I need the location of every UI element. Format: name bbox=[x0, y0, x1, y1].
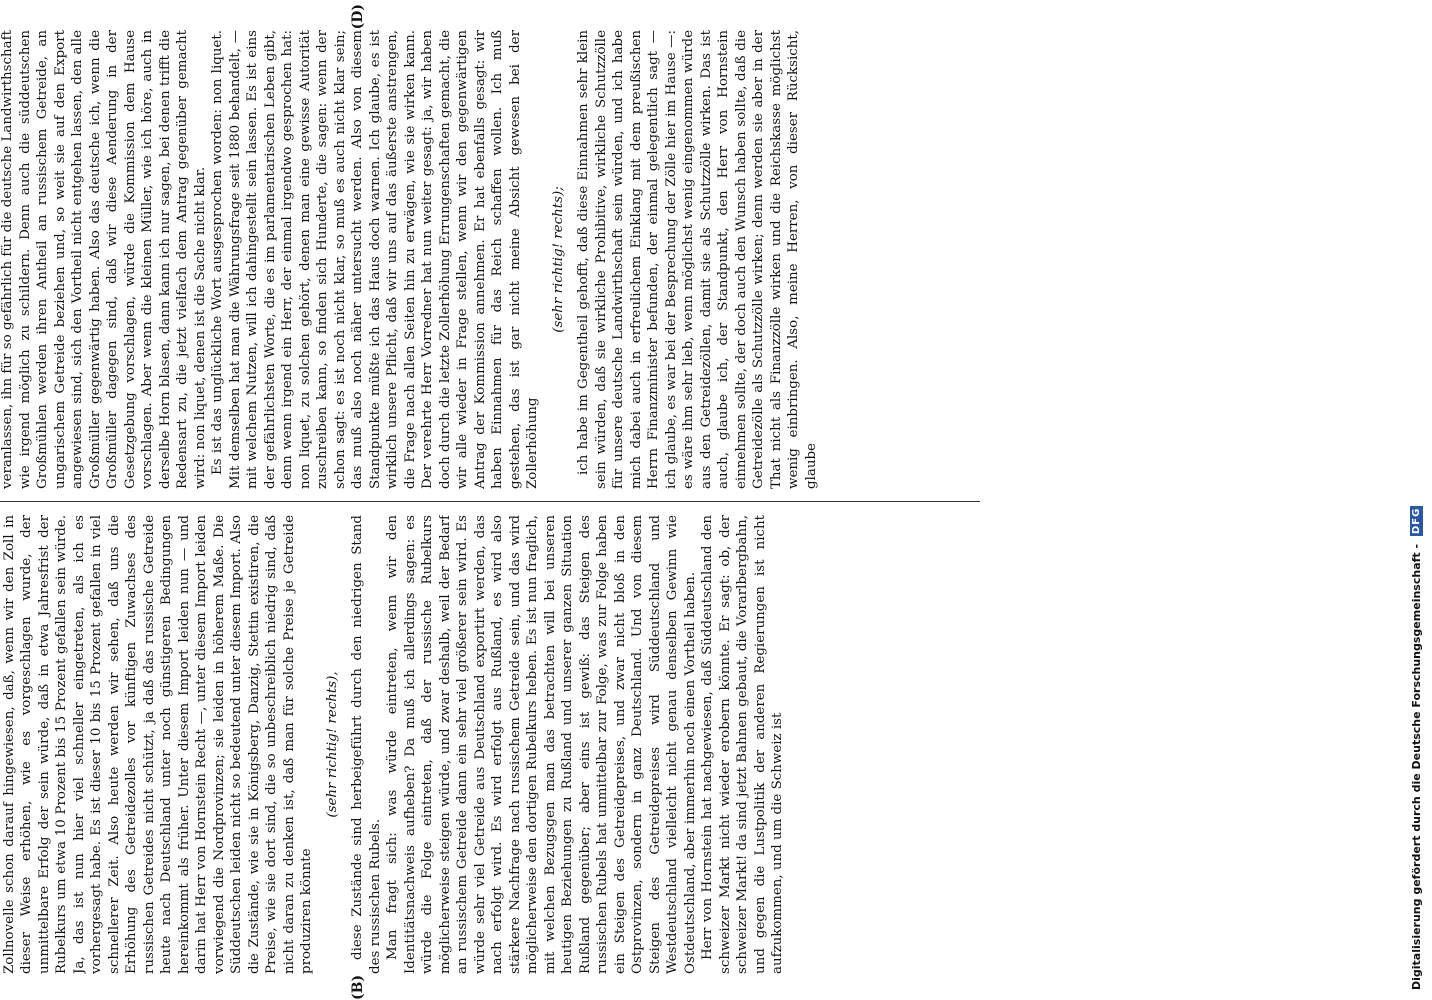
dfg-badge: DFG bbox=[1411, 507, 1422, 535]
paragraph: Herr von Hornstein hat nachgewiesen, daß Süddeutschland den schweizer Markt nicht wieder erobern könnte. Er sagt: ob, der schweizer Markt! da sind jetzt Bahnen gebaut, die Vorarlbergbahn, und gegen die Lustpolitik der anderen Regierungen ist nicht aufzukommen, und um die Schweiz ist bbox=[700, 515, 785, 974]
document-sheet bbox=[0, 2, 1000, 1000]
text-columns bbox=[0, 30, 1000, 974]
margin-marker-b: (B) bbox=[350, 974, 366, 1000]
paragraph: diese Zustände sind herbeigeführt durch den niedrigen Stand des russischen Rubels. bbox=[350, 515, 383, 974]
paragraph: ich habe im Gegentheil gehofft, daß diese Einnahmen sehr klein sein würden, daß sie wirkliche Prohibitive, wirkliche Schutzzölle für unsere deutsche Landwirthschaft sein würden, und ich habe mich dabei auch in erfreulichem Einklang mit dem preußischen Herrn Finanzminister befunden, der einmal gelegentlich sagt — ich glaube, es war bei der Besprechung der Zölle hier im Hause —: es wäre ihm sehr lieb, wenn möglichst wenig eingenommen würde aus den Getreidezöllen, damit sie als Schutzzölle wirken. Das ist auch, glaube ich, der Standpunkt, den Herr von Hornstein einnehmen sollte, der doch auch den Wunsch haben sollte, daß die Getreidezölle als Schutzzölle wirken; denn werden sie aber in der That nicht als Finanzzölle wirken und die Reichskasse möglichst wenig einbringen. Also, meine Herren, von dieser Rücksicht, glaube bbox=[576, 30, 819, 489]
left-column bbox=[0, 515, 1000, 974]
paragraph: Es ist das unglückliche Wort ausgesprochen worden: non liquet. Mit demselben hat man die Währungsfrage seit 1880 behandelt, — mit welchem Nutzen, will ich dahingestellt sein lassen. Es ist eins der gefährlichsten Worte, die es im parlamentarischen Leben gibt, denn wenn irgend ein Herr, der einmal irgendwo gesprochen hat: non liquet, zu solchen gehört, denen man eine gewisse Autorität zuschreiben kann, so finden sich Hunderte, die sagen: wenn der schon sagt: es ist noch nicht klar, so muß es auch nicht klar sein; das muß also noch näher untersucht werden. Also von diesem Standpunkte müßte ich das Haus doch warnen. Ich glaube, es ist wirklich unsere Pflicht, daß wir uns auf das äußerste anstrengen, die Frage nach allen Seiten hin zu erwägen, wie sie wirken kann. Der verehrte Herr Vorredner hat nun weiter gesagt: ja, wir haben doch durch die letzte Zollerhöhung Errungenschaften gemacht, die wir alle wieder in Frage stellen, wenn wir den gegenwärtigen Antrag der Kommission annehmen. Er hat ebenfalls gesagt: wir haben Einnahmen für das Reich schaffen wollen. Ich muß gestehen, das ist gar nicht meine Absicht gewesen bei der Zollerhöhung bbox=[210, 30, 540, 489]
credit-text: Digitalisierung gefördert durch die Deutsche Forschungsgemeinschaft - bbox=[1410, 543, 1423, 990]
paragraph: Man fragt sich: was würde eintreten, wenn wir den Identitätsnachweis aufheben? Da muß ich allerdings sagen: es würde die Folge eintreten, daß der russische Rubelkurs möglicherweise steigen würde, und zwar deshalb, weil der Bedarf an russischem Getreide dann ein sehr viel größerer sein wird. Es würde sehr viel Getreide aus Deutschland exportirt werden, das nach erfolgt wird. Es wird erfolgt aus Rußland, es wird also stärkere Nachfrage nach russischem Getreide sein, und das wird möglicherweise den dortigen Rubelkurs heben. Es ist nun fraglich, mit welchen Bezugsgen man das betrachten will bei unseren heutigen Beziehungen zu Rußland und unserer ganzen Situation Rußland gegenüber; aber eins ist gewiß: das Steigen des russischen Rubels hat unmittelbar zur Folge, was zur Folge haben ein Steigen des Getreidepreises, und zwar nicht bloß in den Ostprovinzen, sondern in ganz Deutschland. Und von diesem Steigen des Getreidepreises wird Süddeutschland und Westdeutschland vielleicht nicht genau denselben Gewinn wie Ostdeutschland, aber immerhin noch einen Vortheil haben. bbox=[385, 515, 698, 974]
interjection: (sehr richtig! rechts), bbox=[324, 671, 340, 818]
right-column bbox=[0, 30, 1000, 489]
margin-marker-d: (D) bbox=[350, 4, 366, 30]
paragraph: veranlassen, ihn für so gefährlich für die deutsche Landwirthschaft wie irgend möglich zu schildern. Denn auch die süddeutschen Großmühlen werden ihren Antheil an russischem Getreide, an ungarischem Getreide beziehen und, so weit sie auf den Export angewiesen sind, sich den Vortheil nicht entgehen lassen, den alle Großmüller gegenwärtig haben. Also das deutsche ich, wenn die Großmüller dagegen sind, daß wir diese Aenderung in der Gesetzgebung vorschlagen, würde die Kommission dem Hause vorschlagen. Aber wenn die kleinen Müller, wie ich höre, auch in derselbe Horn blasen, dann kann ich nur sagen, bei denen trifft die Redensart zu, die jetzt vielfach dem Antrag gegenüber gemacht wird: non liquet, denen ist die Sache nicht klar. bbox=[0, 30, 208, 489]
interjection: (sehr richtig! rechts); bbox=[550, 186, 566, 333]
paragraph: Zollnovelle schon darauf hingewiesen, daß, wenn wir den Zoll in dieser Weise erhöhen, wie es vorgeschlagen wurde, der unmittelbare Erfolg der sein würde, daß in etwa Jahresfrist der Rubelkurs um etwa 10 Prozent bis 15 Prozent gefallen sein würde. Ja, das ist nun hier viel schneller eingetreten, als ich es vorhergesagt habe. Es ist dieser 10 bis 15 Prozent gefallen in viel schnellerer Zeit. Also heute werden wir sehen, daß uns die Erhöhung des Getreidezolles vor künftigen Zuwachses des russischen Getreides nicht schützt, ja daß das russische Getreide heute nach Deutschland unter noch günstigeren Bedingungen hereinkommt als früher. Unter diesem Import leiden nun — und darin hat Herr von Hornstein Recht —, unter diesem Import leiden vorwiegend die Nordprovinzen; sie leiden in höherem Maße. Die Süddeutschen leiden nicht so bedeutend unter diesem Import. Also die Zustände, wie sie in Königsberg, Danzig, Stettin existiren, die Preise, wie sie dort sind, die so unbeschreiblich niedrig sind, daß nicht daran zu denken ist, daß man für solche Preise je Getreide produziren könnte bbox=[1, 515, 314, 974]
digitization-credit bbox=[1410, 30, 1430, 990]
